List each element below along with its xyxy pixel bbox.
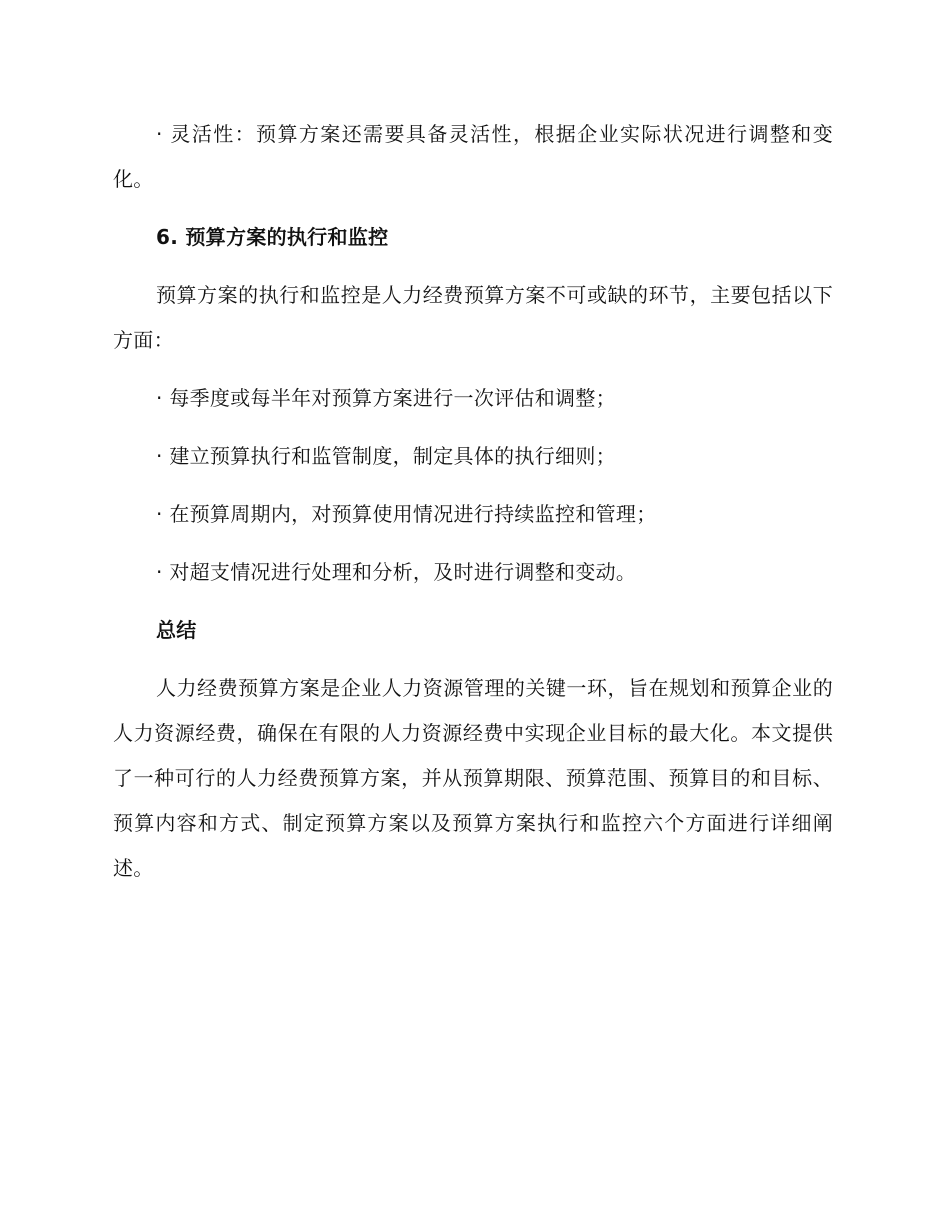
section-6-bullet: · 对超支情况进行处理和分析，及时进行调整和变动。 <box>156 560 637 584</box>
section-6-bullet: · 在预算周期内，对预算使用情况进行持续监控和管理； <box>156 502 657 526</box>
section-6-intro: 预算方案的执行和监控是人力经费预算方案不可或缺的环节，主要包括以下方面： <box>113 283 833 352</box>
summary-heading: 总结 <box>156 618 197 642</box>
section-6-bullet: · 建立预算执行和监管制度，制定具体的执行细则； <box>156 444 616 468</box>
section-6-heading: 6. 预算方案的执行和监控 <box>156 225 389 249</box>
summary-paragraph: 人力经费预算方案是企业人力资源管理的关键一环，旨在规划和预算企业的人力资源经费，确保在有限的人力资源经费中实现企业目标的最大化。本文提供了一种可行的人力经费预算方案，并从预算期限、预算范围、预算目的和目标、预算内容和方式、制定预算方案以及预算方案执行和监控六个方面进行详细阐述。 <box>113 676 833 880</box>
bullet-flexibility: · 灵活性：预算方案还需要具备灵活性，根据企业实际状况进行调整和变化。 <box>113 122 833 191</box>
section-6-bullet: · 每季度或每半年对预算方案进行一次评估和调整； <box>156 386 616 410</box>
document-body <box>113 112 833 904</box>
